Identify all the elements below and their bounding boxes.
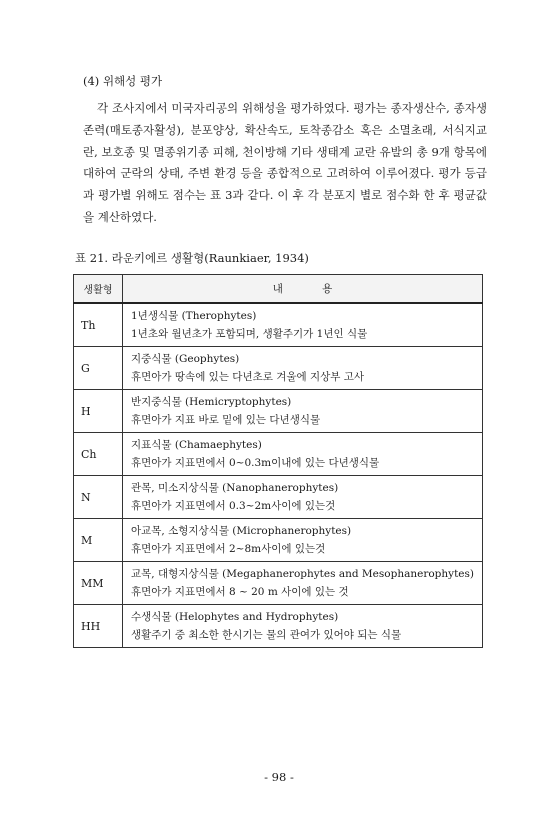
life-form-description xyxy=(123,347,483,390)
section-heading: (4) 위해성 평가 xyxy=(83,74,163,88)
life-form-table xyxy=(73,274,483,648)
life-form-name: 반지중식물 (Hemicryptophytes) xyxy=(131,396,292,408)
life-form-detail: 휴면아가 지표면에서 2~8m사이에 있는것 xyxy=(131,543,326,555)
table-row xyxy=(74,433,483,476)
table-row xyxy=(74,605,483,648)
life-form-code: M xyxy=(74,519,123,562)
life-form-description xyxy=(123,519,483,562)
life-form-description xyxy=(123,303,483,347)
table-caption: 표 21. 라운키에르 생활형(Raunkiaer, 1934) xyxy=(75,251,309,265)
life-form-detail: 휴면아가 지표면에서 0.3~2m사이에 있는것 xyxy=(131,500,336,512)
table-row xyxy=(74,519,483,562)
life-form-detail: 1년초와 월년초가 포함되며, 생활주기가 1년인 식물 xyxy=(131,328,368,340)
header-content-label: 내 용 xyxy=(272,283,351,295)
life-form-name: 수생식물 (Helophytes and Hydrophytes) xyxy=(131,611,339,623)
header-content xyxy=(123,275,483,304)
life-form-name: 지중식물 (Geophytes) xyxy=(131,353,240,365)
life-form-description xyxy=(123,562,483,605)
life-form-code: Th xyxy=(74,303,123,347)
life-form-detail: 휴면아가 지표면에서 8 ~ 20 m 사이에 있는 것 xyxy=(131,586,349,598)
body-paragraph: 각 조사지에서 미국자리공의 위해성을 평가하였다. 평가는 종자생산수, 종자생존력(매토종자활성), 분포양상, 확산속도, 토착종감소 혹은 소멸초래, 서식지교란, 보호종 및 멸종위기종 피해, 천이방해 기타 생태계 교란 유발의 총 9개 항목에 대하여 군락의 상태, 주변 환경 등을 종합적으로 고려하여 이루어졌다. 평가 등급과 평가별 위해도 점수는 표 3과 같다. 이 후 각 분포지 별로 점수화 한 후 평균값을 계산하였다. xyxy=(83,101,487,224)
life-form-detail: 휴면아가 땅속에 있는 다년초로 겨울에 지상부 고사 xyxy=(131,371,365,383)
life-form-description xyxy=(123,476,483,519)
table-row xyxy=(74,347,483,390)
table-row xyxy=(74,303,483,347)
life-form-detail: 휴면아가 지표 바로 밑에 있는 다년생식물 xyxy=(131,414,321,426)
life-form-name: 관목, 미소지상식물 (Nanophanerophytes) xyxy=(131,482,339,494)
life-form-description xyxy=(123,605,483,648)
life-form-name: 교목, 대형지상식물 (Megaphanerophytes and Mesophanerophytes) xyxy=(131,568,474,580)
table-row xyxy=(74,476,483,519)
life-form-code: G xyxy=(74,347,123,390)
life-form-description xyxy=(123,433,483,476)
table-header-row xyxy=(74,275,483,304)
life-form-description xyxy=(123,390,483,433)
life-form-detail: 휴면아가 지표면에서 0~0.3m이내에 있는 다년생식물 xyxy=(131,457,380,469)
life-form-code: MM xyxy=(74,562,123,605)
life-form-name: 1년생식물 (Therophytes) xyxy=(131,310,257,322)
life-form-code: Ch xyxy=(74,433,123,476)
header-life-form: 생활형 xyxy=(74,275,123,304)
life-form-code: HH xyxy=(74,605,123,648)
life-form-name: 지표식물 (Chamaephytes) xyxy=(131,439,262,451)
table-row xyxy=(74,562,483,605)
life-form-name: 아교목, 소형지상식물 (Microphanerophytes) xyxy=(131,525,352,537)
life-form-code: N xyxy=(74,476,123,519)
table-row xyxy=(74,390,483,433)
life-form-detail: 생활주기 중 최소한 한시기는 물의 관여가 있어야 되는 식물 xyxy=(131,629,402,641)
life-form-code: H xyxy=(74,390,123,433)
page-number: - 98 - xyxy=(264,770,294,784)
